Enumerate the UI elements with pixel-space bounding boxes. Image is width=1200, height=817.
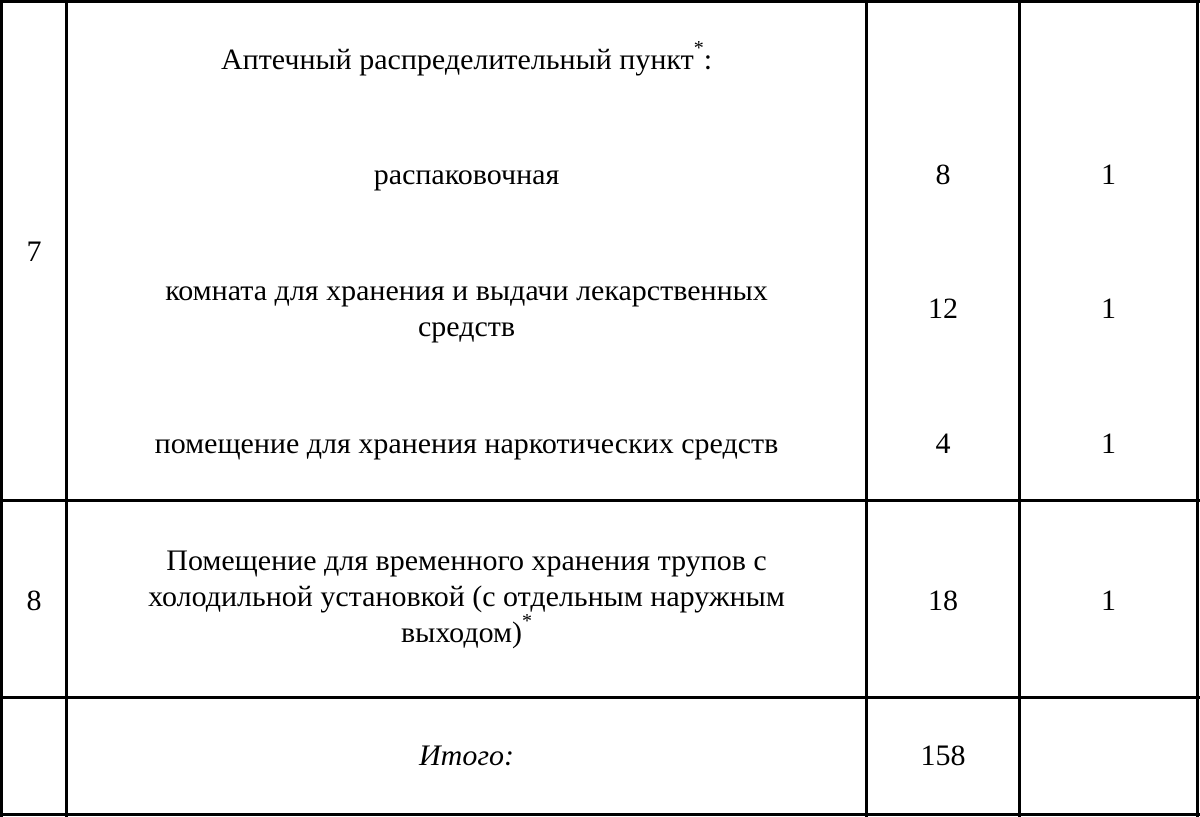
room-area: 12	[928, 292, 958, 325]
row-number: 8	[26, 584, 42, 617]
section-header	[68, 37, 865, 78]
room-name	[68, 543, 865, 651]
total-area: 158	[920, 739, 966, 772]
table-border-right	[1196, 0, 1199, 817]
column-divider	[865, 0, 868, 817]
room-name-line: средств	[417, 310, 516, 343]
total-label: Итого:	[418, 739, 515, 772]
room-name-line: выходом)	[401, 616, 522, 649]
room-name-line: холодильной установкой (с отдельным наружным	[148, 580, 785, 613]
column-divider	[65, 0, 68, 817]
room-area: 4	[935, 427, 951, 460]
section-header-tail: :	[703, 43, 713, 76]
room-area: 8	[935, 158, 951, 191]
room-count: 1	[1101, 427, 1116, 460]
room-name: помещение для хранения наркотических средств	[154, 427, 779, 460]
section-header-text: Аптечный распределительный пункт	[220, 43, 694, 76]
room-area: 18	[928, 584, 958, 617]
room-name-line: комната для хранения и выдачи лекарственных	[165, 274, 768, 307]
footnote-mark: *	[693, 37, 704, 59]
column-divider	[0, 0, 3, 817]
footnote-mark: *	[521, 610, 532, 632]
room-name	[68, 273, 865, 345]
room-name: распаковочная	[373, 158, 560, 191]
room-name-line-last	[68, 610, 865, 651]
room-count: 1	[1101, 584, 1116, 617]
room-count: 1	[1101, 292, 1116, 325]
room-name-line: Помещение для временного хранения трупов с	[166, 544, 767, 577]
row-number: 7	[26, 235, 42, 268]
column-divider	[1018, 0, 1021, 817]
room-count: 1	[1101, 158, 1116, 191]
